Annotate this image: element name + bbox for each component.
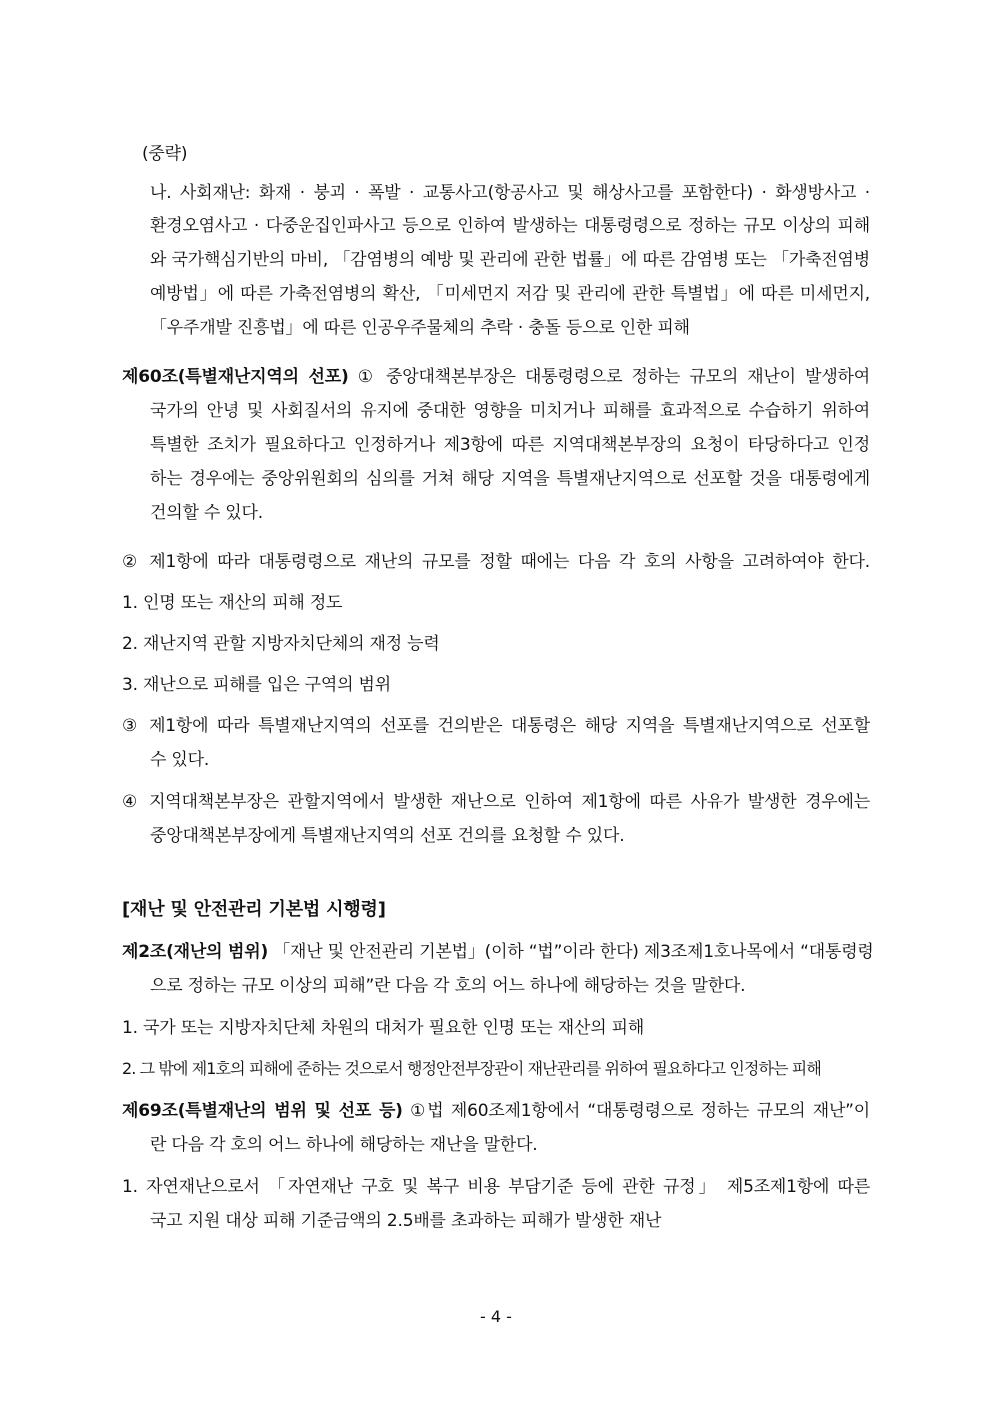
omission-note: (중략) bbox=[142, 144, 188, 164]
text-line: 국고 지원 대상 피해 기준금액의 2.5배를 초과하는 피해가 발생한 재난 bbox=[150, 1211, 662, 1231]
text-line: 수 있다. bbox=[150, 750, 210, 770]
page-number: - 4 - bbox=[480, 1307, 512, 1326]
list-item: 2. 재난지역 관할 지방자치단체의 재정 능력 bbox=[122, 634, 440, 654]
text-line: 환경오염사고 · 다중운집인파사고 등으로 인하여 발생하는 대통령령으로 정하는 규모 이상의 피해 bbox=[150, 216, 870, 236]
article-heading: 제60조(특별재난지역의 선포) bbox=[122, 367, 349, 387]
text-line: 「우주개발 진흥법」에 따른 인공우주물체의 추락 · 충돌 등으로 인한 피해 bbox=[150, 318, 690, 338]
text-line: 예방법」에 따른 가축전염병의 확산, 「미세먼지 저감 및 관리에 관한 특별법」에 따른 미세먼지, bbox=[150, 284, 870, 304]
text-line: 하는 경우에는 중앙위원회의 심의를 거쳐 해당 지역을 특별재난지역으로 선포할 것을 대통령에게 bbox=[150, 469, 870, 489]
text-line: 중앙대책본부장에게 특별재난지역의 선포 건의를 요청할 수 있다. bbox=[150, 826, 625, 846]
article-heading: 제2조(재난의 범위) bbox=[122, 942, 269, 962]
section-heading: [재난 및 안전관리 기본법 시행령] bbox=[122, 899, 386, 920]
text-line: 란 다음 각 호의 어느 하나에 해당하는 재난을 말한다. bbox=[150, 1135, 538, 1155]
article-line bbox=[122, 365, 870, 389]
text-line: 나. 사회재난: 화재 · 붕괴 · 폭발 · 교통사고(항공사고 및 해상사고를 포함한다) · 화생방사고 · bbox=[150, 183, 870, 203]
article-text: ①법 제60조제1항에서 “대통령령으로 정하는 규모의 재난”이 bbox=[402, 1101, 870, 1121]
text-line: 국가의 안녕 및 사회질서의 유지에 중대한 영향을 미치거나 피해를 효과적으로 수습하기 위하여 bbox=[150, 401, 870, 421]
article-line bbox=[122, 940, 874, 964]
list-item: 3. 재난으로 피해를 입은 구역의 범위 bbox=[122, 675, 391, 695]
text-line: 건의할 수 있다. bbox=[150, 503, 263, 523]
text-line: 으로 정하는 규모 이상의 피해”란 다음 각 호의 어느 하나에 해당하는 것을 말한다. bbox=[150, 976, 746, 996]
article-line bbox=[122, 1099, 870, 1123]
list-item: 1. 국가 또는 지방자치단체 차원의 대처가 필요한 인명 또는 재산의 피해 bbox=[122, 1018, 645, 1038]
list-item: 1. 인명 또는 재산의 피해 정도 bbox=[122, 593, 343, 613]
text-line: 특별한 조치가 필요하다고 인정하거나 제3항에 따른 지역대책본부장의 요청이 타당하다고 인정 bbox=[150, 435, 870, 455]
list-item: 2. 그 밖에 제1호의 피해에 준하는 것으로서 행정안전부장관이 재난관리를 위하여 필요하다고 인정하는 피해 bbox=[122, 1059, 821, 1078]
article-text: ① 중앙대책본부장은 대통령령으로 정하는 규모의 재난이 발생하여 bbox=[348, 367, 870, 387]
paragraph-4: ④ 지역대책본부장은 관할지역에서 발생한 재난으로 인하여 제1항에 따른 사유가 발생한 경우에는 bbox=[122, 792, 870, 812]
article-text: 「재난 및 안전관리 기본법」(이하 “법”이라 한다) 제3조제1호나목에서 “대통령령 bbox=[268, 942, 874, 962]
paragraph-3: ③ 제1항에 따라 특별재난지역의 선포를 건의받은 대통령은 해당 지역을 특별재난지역으로 선포할 bbox=[122, 716, 870, 736]
article-heading: 제69조(특별재난의 범위 및 선포 등) bbox=[122, 1101, 403, 1121]
text-line: 와 국가핵심기반의 마비, 「감염병의 예방 및 관리에 관한 법률」에 따른 감염병 또는 「가축전염병 bbox=[150, 250, 870, 270]
list-item: 1. 자연재난으로서 「자연재난 구호 및 복구 비용 부담기준 등에 관한 규정」 제5조제1항에 따른 bbox=[122, 1177, 870, 1197]
paragraph-2: ② 제1항에 따라 대통령령으로 재난의 규모를 정할 때에는 다음 각 호의 사항을 고려하여야 한다. bbox=[122, 552, 870, 572]
